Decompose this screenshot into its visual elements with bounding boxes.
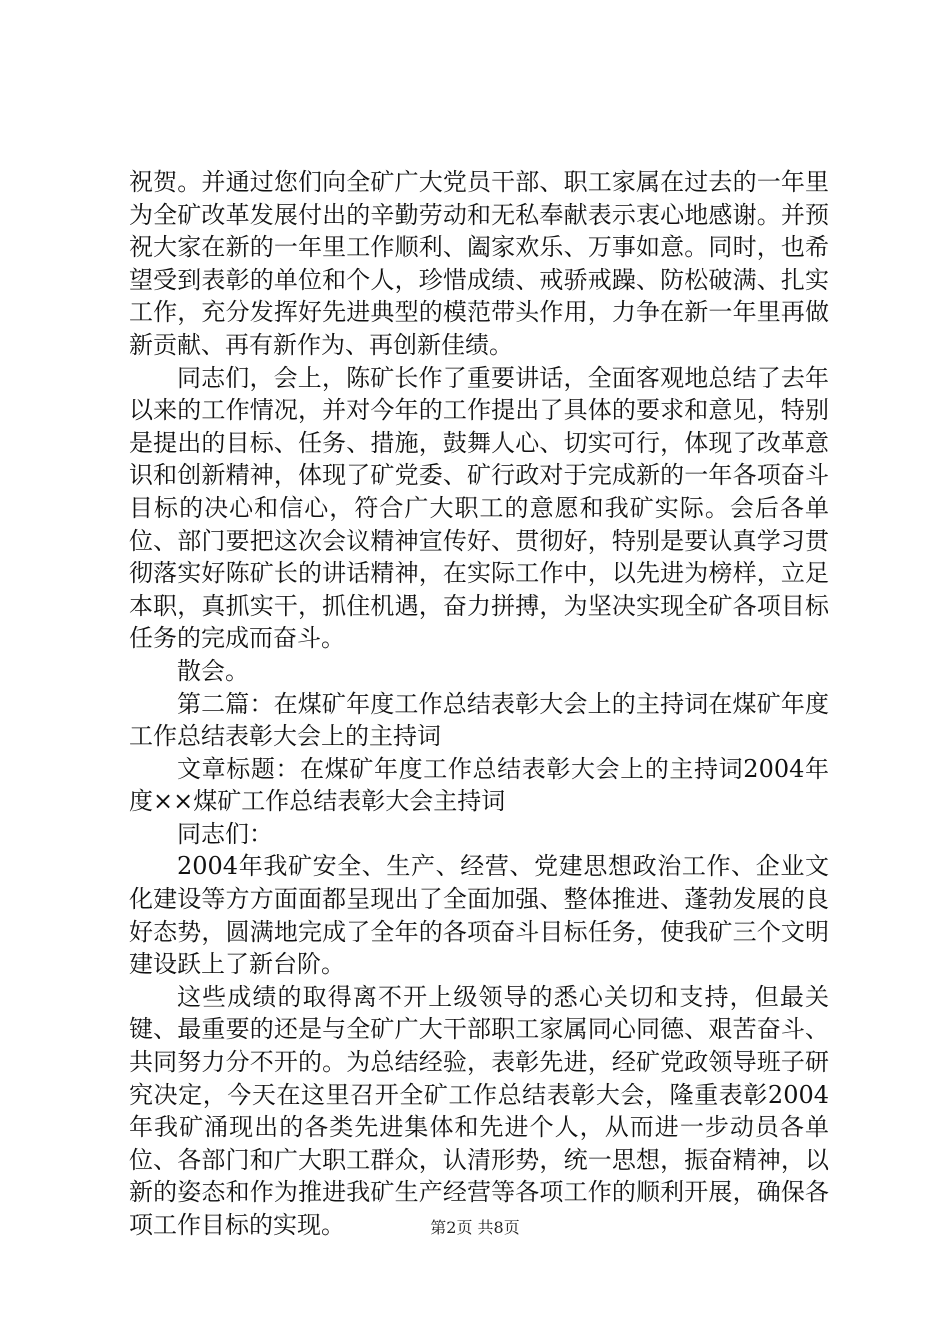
paragraph-adjourn: 散会。: [177, 656, 249, 685]
paragraph-2004-achievements: 2004年我矿安全、生产、经营、党建思想政治工作、企业文化建设等方方面面都呈现出了全面加强、整体推进、蓬勃发展的良好态势，圆满地完成了全年的各项奋斗目标任务，使我矿三个文明建设跃上了新台阶。: [129, 852, 829, 979]
paragraph-commendation: 这些成绩的取得离不开上级领导的悉心关切和支持，但最关键、最重要的还是与全矿广大干部职工家属同心同德、艰苦奋斗、共同努力分不开的。为总结经验，表彰先进，经矿党政领导班子研究决定，今天在这里召开全矿工作总结表彰大会，隆重表彰2004年我矿涌现出的各类先进集体和先进个人，从而进一步动员各单位、各部门和广大职工群众，认清形势，统一思想，振奋精神，以新的姿态和作为推进我矿生产经营等各项工作的顺利开展，确保各项工作目标的实现。: [129, 982, 829, 1239]
paragraph-comrades-speech: 同志们，会上，陈矿长作了重要讲话，全面客观地总结了去年以来的工作情况，并对今年的工作提出了具体的要求和意见，特别是提出的目标、任务、措施，鼓舞人心、切实可行，体现了改革意识和创新精神，体现了矿党委、矿行政对于完成新的一年各项奋斗目标的决心和信心，符合广大职工的意愿和我矿实际。会后各单位、部门要把这次会议精神宣传好、贯彻好，特别是要认真学习贯彻落实好陈矿长的讲话精神，在实际工作中，以先进为榜样，立足本职，真抓实干，抓住机遇，奋力拼搏，为坚决实现全矿各项目标任务的完成而奋斗。: [129, 363, 829, 653]
document-body: [129, 166, 829, 1242]
paragraph-salutation: 同志们：: [177, 819, 273, 848]
paragraph-second-article-heading: 第二篇：在煤矿年度工作总结表彰大会上的主持词在煤矿年度工作总结表彰大会上的主持词: [129, 689, 829, 751]
paragraph-congratulations: 祝贺。并通过您们向全矿广大党员干部、职工家属在过去的一年里为全矿改革发展付出的辛勤劳动和无私奉献表示衷心地感谢。并预祝大家在新的一年里工作顺利、阖家欢乐、万事如意。同时，也希望受到表彰的单位和个人，珍惜成绩、戒骄戒躁、防松破满、扎实工作，充分发挥好先进典型的模范带头作用，力争在新一年里再做新贡献、再有新作为、再创新佳绩。: [129, 168, 829, 359]
paragraph-article-title: 文章标题：在煤矿年度工作总结表彰大会上的主持词2004年度××煤矿工作总结表彰大会主持词: [129, 754, 829, 816]
page-number-footer: 第2页 共8页: [430, 1218, 520, 1237]
